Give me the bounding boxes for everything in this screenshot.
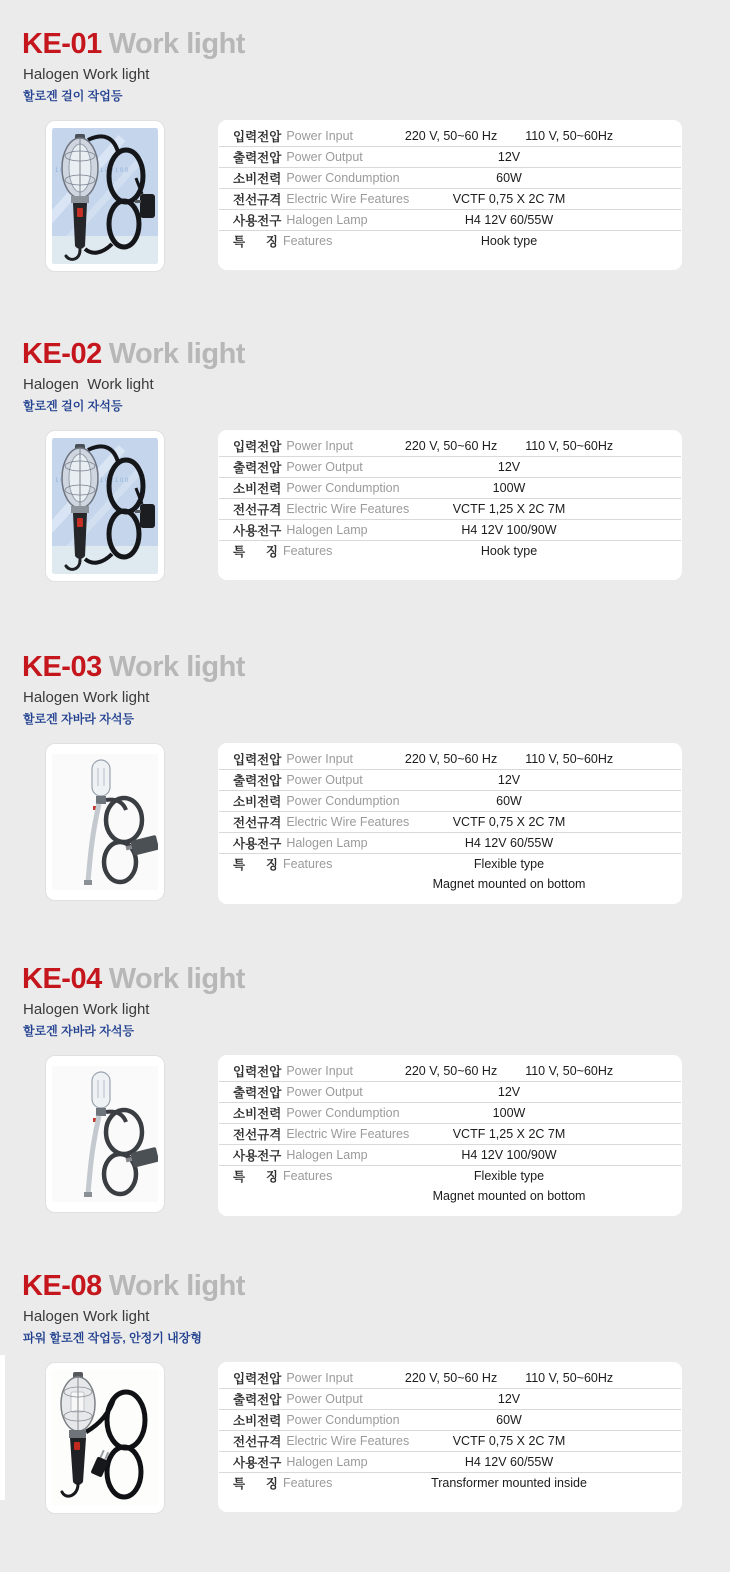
spec-label-english: Power Output: [286, 1392, 363, 1406]
spec-table-body: [218, 126, 682, 251]
spec-label-korean: 특 징: [233, 545, 278, 559]
spec-table: [218, 1055, 682, 1216]
spec-row: [219, 126, 681, 146]
flexible-lamp-photo: [45, 743, 165, 901]
spec-value-text: 12V: [497, 1392, 521, 1406]
spec-label-korean: 특 징: [233, 1477, 278, 1491]
spec-value: [341, 189, 677, 209]
spec-value: [341, 126, 677, 146]
spec-value: [341, 168, 677, 188]
spec-row: [219, 1388, 681, 1409]
spec-value-text: 220 V, 50~60 Hz: [404, 439, 498, 453]
spec-label-english: Electric Wire Features: [286, 502, 410, 516]
spec-row: [219, 146, 681, 167]
spec-row: [219, 519, 681, 540]
spec-value: [341, 874, 677, 894]
spec-label-english: Halogen Lamp: [286, 523, 368, 537]
spec-row: [219, 1472, 681, 1493]
section-title: [22, 963, 245, 996]
spec-label-english: Power Input: [286, 752, 354, 766]
spec-value: [341, 854, 677, 874]
section-title-suffix: Work light: [108, 1270, 245, 1302]
model-code: KE-04: [22, 963, 102, 995]
hook-lamp-photo: [45, 430, 165, 582]
spec-label-korean: 출력전압: [233, 151, 282, 165]
flexible-lamp-illustration: [52, 1062, 158, 1206]
spec-value: [341, 478, 677, 498]
spec-label-english: Features: [283, 857, 333, 871]
section-title: [22, 651, 245, 684]
spec-value: [341, 1368, 677, 1388]
spec-value-text: 60W: [496, 794, 522, 808]
spec-value: [341, 833, 677, 853]
spec-row: [219, 498, 681, 519]
spec-label-english: Power Condumption: [286, 1106, 400, 1120]
spec-label-english: Power Output: [286, 1085, 363, 1099]
spec-row: [219, 1165, 681, 1186]
spec-label-korean: 사용전구: [233, 524, 282, 538]
spec-value-text-2: 110 V, 50~60Hz: [525, 1064, 614, 1078]
spec-value: [341, 1061, 677, 1081]
spec-value-text: Flexible type: [473, 1169, 545, 1183]
spec-label-korean: 출력전압: [233, 774, 282, 788]
product-section-ke-02: [0, 338, 730, 638]
spec-table-body: [218, 749, 682, 894]
spec-value-text-2: 110 V, 50~60Hz: [525, 1371, 614, 1385]
spec-value-text: 12V: [497, 1085, 521, 1099]
section-title-suffix: Work light: [108, 963, 245, 995]
spec-value: [341, 791, 677, 811]
section-title-suffix: Work light: [108, 338, 245, 370]
spec-label-korean: 특 징: [233, 1170, 278, 1184]
spec-label-korean: 사용전구: [233, 1149, 282, 1163]
spec-value-text: H4 12V 100/90W: [461, 523, 557, 537]
spec-row: [219, 853, 681, 874]
spec-value: [341, 1124, 677, 1144]
spec-label-korean: 소비전력: [233, 1414, 282, 1428]
spec-value-text: 12V: [497, 460, 521, 474]
flexible-lamp-photo: [45, 1055, 165, 1213]
spec-label-english: Electric Wire Features: [286, 1127, 410, 1141]
spec-label-english: Features: [283, 1169, 333, 1183]
spec-row-second-line: [219, 874, 681, 894]
spec-value-text: Magnet mounted on bottom: [432, 1189, 586, 1203]
spec-value: [341, 770, 677, 790]
section-title: [22, 1270, 245, 1303]
spec-label-english: Power Condumption: [286, 794, 400, 808]
spec-value: [341, 1186, 677, 1206]
model-code: KE-03: [22, 651, 102, 683]
spec-value-text: 220 V, 50~60 Hz: [404, 1371, 498, 1385]
section-title: [22, 338, 245, 371]
spec-label-korean: 입력전압: [233, 753, 282, 767]
product-section-ke-08: [0, 1270, 730, 1570]
spec-value: [341, 1431, 677, 1451]
spec-value: [341, 541, 677, 561]
spec-label-korean: 출력전압: [233, 461, 282, 475]
section-subtitle-korean: 할로겐 자바라 자석등: [23, 712, 134, 726]
product-section-ke-04: [0, 963, 730, 1263]
spec-label-english: Electric Wire Features: [286, 1434, 410, 1448]
spec-label-english: Power Output: [286, 460, 363, 474]
spec-row: [219, 811, 681, 832]
spec-label-korean: 사용전구: [233, 214, 282, 228]
spec-value-text: H4 12V 60/55W: [464, 836, 554, 850]
spec-label-english: Halogen Lamp: [286, 836, 368, 850]
spec-value-text: Hook type: [480, 234, 538, 248]
spec-label-korean: 소비전력: [233, 1107, 282, 1121]
spec-value-text: Magnet mounted on bottom: [432, 877, 586, 891]
spec-row: [219, 477, 681, 498]
spec-value-text: VCTF 0,75 X 2C 7M: [452, 1434, 566, 1448]
spec-label-english: Halogen Lamp: [286, 1148, 368, 1162]
spec-label-korean: 출력전압: [233, 1086, 282, 1100]
spec-value-text: 220 V, 50~60 Hz: [404, 1064, 498, 1078]
section-subtitle-korean: 할로겐 걸이 자석등: [23, 399, 123, 413]
spec-value: [341, 1082, 677, 1102]
model-code: KE-08: [22, 1270, 102, 1302]
spec-table-body: [218, 436, 682, 561]
spec-label-english: Power Output: [286, 773, 363, 787]
spec-value-text: H4 12V 60/55W: [464, 1455, 554, 1469]
spec-value-text: Flexible type: [473, 857, 545, 871]
spec-value: [341, 231, 677, 251]
power-lamp-photo: [45, 1362, 165, 1514]
spec-row: [219, 1081, 681, 1102]
spec-table: [218, 1362, 682, 1512]
spec-value-text: VCTF 1,25 X 2C 7M: [452, 502, 566, 516]
spec-label-english: Features: [283, 1476, 333, 1490]
spec-value: [341, 1166, 677, 1186]
model-code: KE-01: [22, 28, 102, 60]
spec-label-korean: 전선규격: [233, 503, 282, 517]
spec-row: [219, 1368, 681, 1388]
spec-row: [219, 1061, 681, 1081]
power-lamp-illustration: [52, 1369, 158, 1507]
spec-row: [219, 769, 681, 790]
spec-row: [219, 749, 681, 769]
product-section-ke-03: [0, 651, 730, 951]
spec-value-text: VCTF 1,25 X 2C 7M: [452, 1127, 566, 1141]
spec-table: [218, 120, 682, 270]
spec-value-text: 100W: [492, 481, 526, 495]
spec-label-english: Electric Wire Features: [286, 192, 410, 206]
spec-value-text: Transformer mounted inside: [431, 1476, 587, 1490]
spec-value-text: VCTF 0,75 X 2C 7M: [452, 815, 566, 829]
spec-label-korean: 사용전구: [233, 1456, 282, 1470]
spec-row: [219, 1409, 681, 1430]
spec-value-text: 60W: [496, 1413, 522, 1427]
spec-value: [341, 499, 677, 519]
spec-value-text: VCTF 0,75 X 2C 7M: [452, 192, 566, 206]
spec-value: [341, 210, 677, 230]
spec-value-text: 60W: [496, 171, 522, 185]
section-subtitle: Halogen Work light: [23, 1308, 150, 1325]
spec-label-english: Power Condumption: [286, 171, 400, 185]
spec-value-text-2: 110 V, 50~60Hz: [525, 129, 614, 143]
spec-row: [219, 1430, 681, 1451]
spec-row: [219, 1102, 681, 1123]
spec-value-text: 12V: [497, 773, 521, 787]
spec-value: [341, 1410, 677, 1430]
section-subtitle: Halogen Work light: [23, 66, 150, 83]
model-code: KE-02: [22, 338, 102, 370]
spec-row: [219, 230, 681, 251]
spec-label-english: Features: [283, 234, 333, 248]
spec-row-second-line: [219, 1186, 681, 1206]
spec-label-korean: 전선규격: [233, 816, 282, 830]
spec-value-text-2: 110 V, 50~60Hz: [525, 439, 614, 453]
spec-label-english: Electric Wire Features: [286, 815, 410, 829]
section-subtitle: Halogen Work light: [23, 376, 154, 393]
spec-value: [341, 1452, 677, 1472]
spec-label-korean: 입력전압: [233, 130, 282, 144]
spec-label-korean: 출력전압: [233, 1393, 282, 1407]
section-subtitle-korean: 할로겐 자바라 자석등: [23, 1024, 134, 1038]
spec-row: [219, 436, 681, 456]
spec-value: [341, 436, 677, 456]
spec-value-text: 100W: [492, 1106, 526, 1120]
spec-label-korean: 입력전압: [233, 1065, 282, 1079]
spec-value: [341, 1103, 677, 1123]
spec-label-english: Power Input: [286, 1064, 354, 1078]
spec-table-body: [218, 1061, 682, 1206]
spec-label-english: Features: [283, 544, 333, 558]
section-subtitle-korean: 파워 할로겐 작업등, 안정기 내장형: [23, 1331, 202, 1345]
spec-value: [341, 1145, 677, 1165]
spec-label-korean: 소비전력: [233, 482, 282, 496]
spec-label-korean: 특 징: [233, 858, 278, 872]
spec-label-korean: 전선규격: [233, 1128, 282, 1142]
spec-value: [341, 457, 677, 477]
spec-label-korean: 소비전력: [233, 795, 282, 809]
spec-table-body: [218, 1368, 682, 1493]
hook-lamp-photo: [45, 120, 165, 272]
spec-label-korean: 소비전력: [233, 172, 282, 186]
spec-row: [219, 167, 681, 188]
spec-label-korean: 입력전압: [233, 440, 282, 454]
spec-value: [341, 1389, 677, 1409]
spec-label-english: Halogen Lamp: [286, 1455, 368, 1469]
flexible-lamp-illustration: [52, 750, 158, 894]
spec-row: [219, 832, 681, 853]
spec-label-english: Power Condumption: [286, 1413, 400, 1427]
left-edge-artifact: [0, 1355, 5, 1500]
spec-row: [219, 1123, 681, 1144]
spec-value-text: 220 V, 50~60 Hz: [404, 129, 498, 143]
spec-label-english: Power Input: [286, 129, 354, 143]
spec-value-text: H4 12V 60/55W: [464, 213, 554, 227]
section-title: [22, 28, 245, 61]
spec-value-text: H4 12V 100/90W: [461, 1148, 557, 1162]
spec-value: [341, 812, 677, 832]
hook-lamp-illustration: [52, 437, 158, 575]
spec-value: [341, 1473, 677, 1493]
spec-label-english: Halogen Lamp: [286, 213, 368, 227]
spec-table: [218, 743, 682, 904]
spec-value-text-2: 110 V, 50~60Hz: [525, 752, 614, 766]
spec-value: [341, 147, 677, 167]
spec-label-english: Power Condumption: [286, 481, 400, 495]
spec-row: [219, 456, 681, 477]
spec-value: [341, 749, 677, 769]
spec-label-korean: 입력전압: [233, 1372, 282, 1386]
spec-row: [219, 790, 681, 811]
spec-label-english: Power Input: [286, 439, 354, 453]
section-subtitle: Halogen Work light: [23, 689, 150, 706]
section-title-suffix: Work light: [108, 28, 245, 60]
spec-row: [219, 209, 681, 230]
spec-row: [219, 188, 681, 209]
product-section-ke-01: [0, 28, 730, 328]
spec-label-korean: 전선규격: [233, 193, 282, 207]
section-subtitle: Halogen Work light: [23, 1001, 150, 1018]
spec-label-english: Power Input: [286, 1371, 354, 1385]
spec-label-korean: 사용전구: [233, 837, 282, 851]
spec-row: [219, 1144, 681, 1165]
section-subtitle-korean: 할로겐 걸이 작업등: [23, 89, 123, 103]
spec-value-text: Hook type: [480, 544, 538, 558]
section-title-suffix: Work light: [108, 651, 245, 683]
spec-row: [219, 1451, 681, 1472]
spec-value-text: 12V: [497, 150, 521, 164]
spec-label-korean: 특 징: [233, 235, 278, 249]
spec-table: [218, 430, 682, 580]
spec-label-english: Power Output: [286, 150, 363, 164]
spec-row: [219, 540, 681, 561]
spec-label-korean: 전선규격: [233, 1435, 282, 1449]
hook-lamp-illustration: [52, 127, 158, 265]
spec-value: [341, 520, 677, 540]
spec-value-text: 220 V, 50~60 Hz: [404, 752, 498, 766]
